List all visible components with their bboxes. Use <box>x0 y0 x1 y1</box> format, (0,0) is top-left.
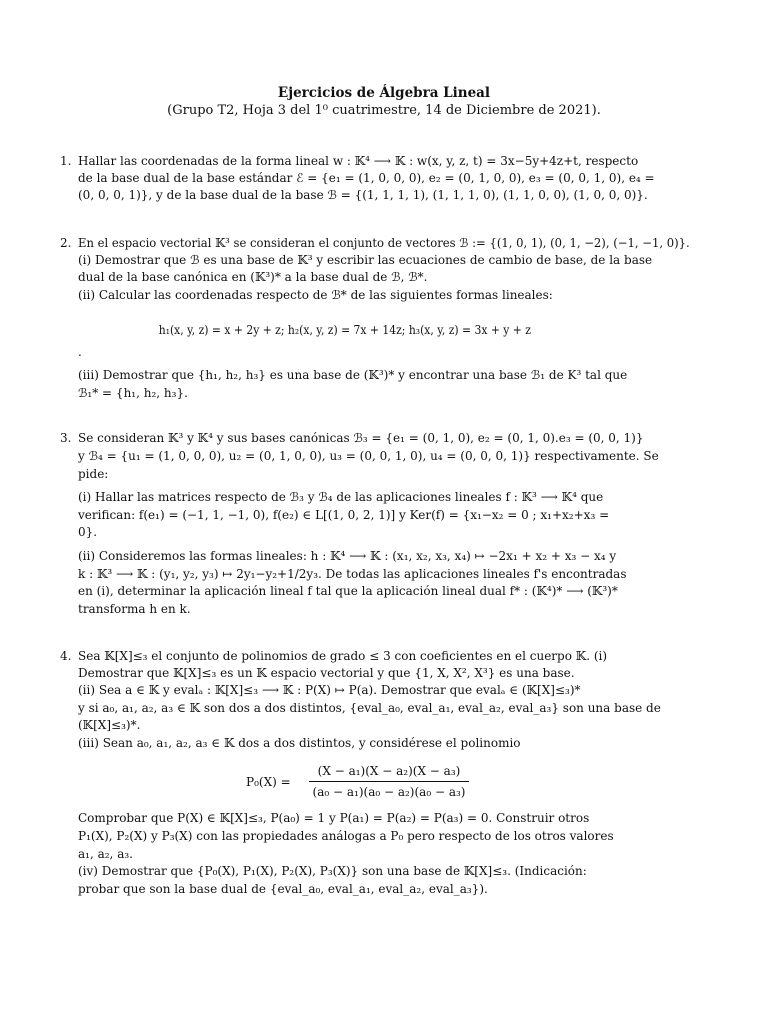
exercise-4-line: Sea 𝕂[X]≤₃ el conjunto de polinomios de grado ≤ 3 con coeficientes en el cuerpo 𝕂. (i) <box>78 649 608 663</box>
exercise-1-line: (0, 0, 0, 1)}, y de la base dual de la base ℬ = {(1, 1, 1, 1), (1, 1, 1, 0), (1, 1, 0, 0), (1, 0, 0, 0)}. <box>78 188 648 202</box>
exercise-3-line: en (i), determinar la aplicación lineal f tal que la aplicación lineal dual f* : (𝕂⁴)* ⟶ (𝕂³)* <box>78 584 618 598</box>
exercise-4-line: y si a₀, a₁, a₂, a₃ ∈ 𝕂 son dos a dos distintos, {eval_a₀, eval_a₁, eval_a₂, eval_a₃} son una base de <box>78 701 661 715</box>
exercise-3-line: transforma h en k. <box>78 602 191 616</box>
exercise-3-line: (i) Hallar las matrices respecto de ℬ₃ y ℬ₄ de las aplicaciones lineales f : 𝕂³ ⟶ 𝕂⁴ que <box>78 490 604 504</box>
exercise-4-line: (𝕂[X]≤₃)*. <box>78 718 141 732</box>
exercise-4-number: 4. <box>60 649 72 663</box>
exercise-4-line: a₁, a₂, a₃. <box>78 847 133 861</box>
exercise-2-line: En el espacio vectorial 𝕂³ se consideran el conjunto de vectores ℬ := {(1, 0, 1), (0, 1, −2), (−1, −1, 0)}. <box>78 236 690 250</box>
exercise-2-formula: h₁(x, y, z) = x + 2y + z; h₂(x, y, z) = 7x + 14z; h₃(x, y, z) = 3x + y + z <box>158 323 531 337</box>
exercise-4-line: Comprobar que P(X) ∈ 𝕂[X]≤₃, P(a₀) = 1 y P(a₁) = P(a₂) = P(a₃) = 0. Construir otros <box>78 811 590 825</box>
exercise-4-line: P₁(X), P₂(X) y P₃(X) con las propiedades análogas a P₀ pero respecto de los otros valores <box>78 829 614 843</box>
exercise-2-line: (ii) Calcular las coordenadas respecto de ℬ* de las siguientes formas lineales: <box>78 288 553 302</box>
fraction-denominator: (a₀ − a₁)(a₀ − a₂)(a₀ − a₃) <box>312 785 466 799</box>
exercise-2-dot: . <box>78 345 82 359</box>
fraction-lhs: P₀(X) = <box>246 775 291 789</box>
exercise-4-line: (ii) Sea a ∈ 𝕂 y evalₐ : 𝕂[X]≤₃ ⟶ 𝕂 : P(X) ↦ P(a). Demostrar que evalₐ ∈ (𝕂[X]≤₃)* <box>78 683 581 697</box>
exercise-1-line: de la base dual de la base estándar ℰ = {e₁ = (1, 0, 0, 0), e₂ = (0, 1, 0, 0), e₃ = (0, 0, 1, 0), e₄ = <box>78 171 655 185</box>
exercise-2-number: 2. <box>60 236 72 250</box>
exercise-4-line: probar que son la base dual de {eval_a₀, eval_a₁, eval_a₂, eval_a₃}). <box>78 882 488 896</box>
document-subtitle: (Grupo T2, Hoja 3 del 1⁰ cuatrimestre, 14 de Diciembre de 2021). <box>167 103 601 118</box>
exercise-3-line: Se consideran 𝕂³ y 𝕂⁴ y sus bases canónicas ℬ₃ = {e₁ = (0, 1, 0), e₂ = (0, 1, 0).e₃ = (0, 0, 1)} <box>78 431 644 445</box>
exercise-1-number: 1. <box>60 154 72 168</box>
exercise-2-line: (i) Demostrar que ℬ es una base de 𝕂³ y escribir las ecuaciones de cambio de base, de la base <box>78 253 653 267</box>
fraction-numerator: (X − a₁)(X − a₂)(X − a₃) <box>317 764 461 778</box>
exercise-4-fraction <box>246 763 486 803</box>
exercise-2-line: (iii) Demostrar que {h₁, h₂, h₃} es una base de (𝕂³)* y encontrar una base ℬ₁ de K³ tal que <box>78 368 628 382</box>
exercise-3-line: k : 𝕂³ ⟶ 𝕂 : (y₁, y₂, y₃) ↦ 2y₁−y₂+1/2y₃. De todas las aplicaciones lineales f's encontradas <box>78 567 627 581</box>
exercise-3-line: 0}. <box>78 525 98 539</box>
exercise-3-line: (ii) Consideremos las formas lineales: h : 𝕂⁴ ⟶ 𝕂 : (x₁, x₂, x₃, x₄) ↦ −2x₁ + x₂ + x₃ − x₄ y <box>78 549 617 563</box>
fraction-bar <box>309 781 469 782</box>
exercise-3-number: 3. <box>60 431 72 445</box>
exercise-2-line: dual de la base canónica en (𝕂³)* a la base dual de ℬ, ℬ*. <box>78 270 428 284</box>
exercise-2-line: ℬ₁* = {h₁, h₂, h₃}. <box>78 386 188 400</box>
exercise-4-line: (iv) Demostrar que {P₀(X), P₁(X), P₂(X), P₃(X)} son una base de 𝕂[X]≤₃. (Indicación: <box>78 864 587 878</box>
document-title: Ejercicios de Álgebra Lineal <box>277 85 491 101</box>
exercise-3-line: y ℬ₄ = {u₁ = (1, 0, 0, 0), u₂ = (0, 1, 0, 0), u₃ = (0, 0, 1, 0), u₄ = (0, 0, 0, 1)} respectivamente. Se <box>78 449 659 463</box>
exercise-1-line: Hallar las coordenadas de la forma lineal w : 𝕂⁴ ⟶ 𝕂 : w(x, y, z, t) = 3x−5y+4z+t, respecto <box>78 154 639 168</box>
exercise-4-line: (iii) Sean a₀, a₁, a₂, a₃ ∈ 𝕂 dos a dos distintos, y considérese el polinomio <box>78 736 521 750</box>
exercise-4-line: Demostrar que 𝕂[X]≤₃ es un 𝕂 espacio vectorial y que {1, X, X², X³} es una base. <box>78 666 575 680</box>
exercise-3-line: pide: <box>78 467 109 481</box>
exercise-3-line: verifican: f(e₁) = (−1, 1, −1, 0), f(e₂) ∈ L[(1, 0, 2, 1)] y Ker(f) = {x₁−x₂ = 0 ; x₁+x₂+x₃ = <box>78 508 610 522</box>
